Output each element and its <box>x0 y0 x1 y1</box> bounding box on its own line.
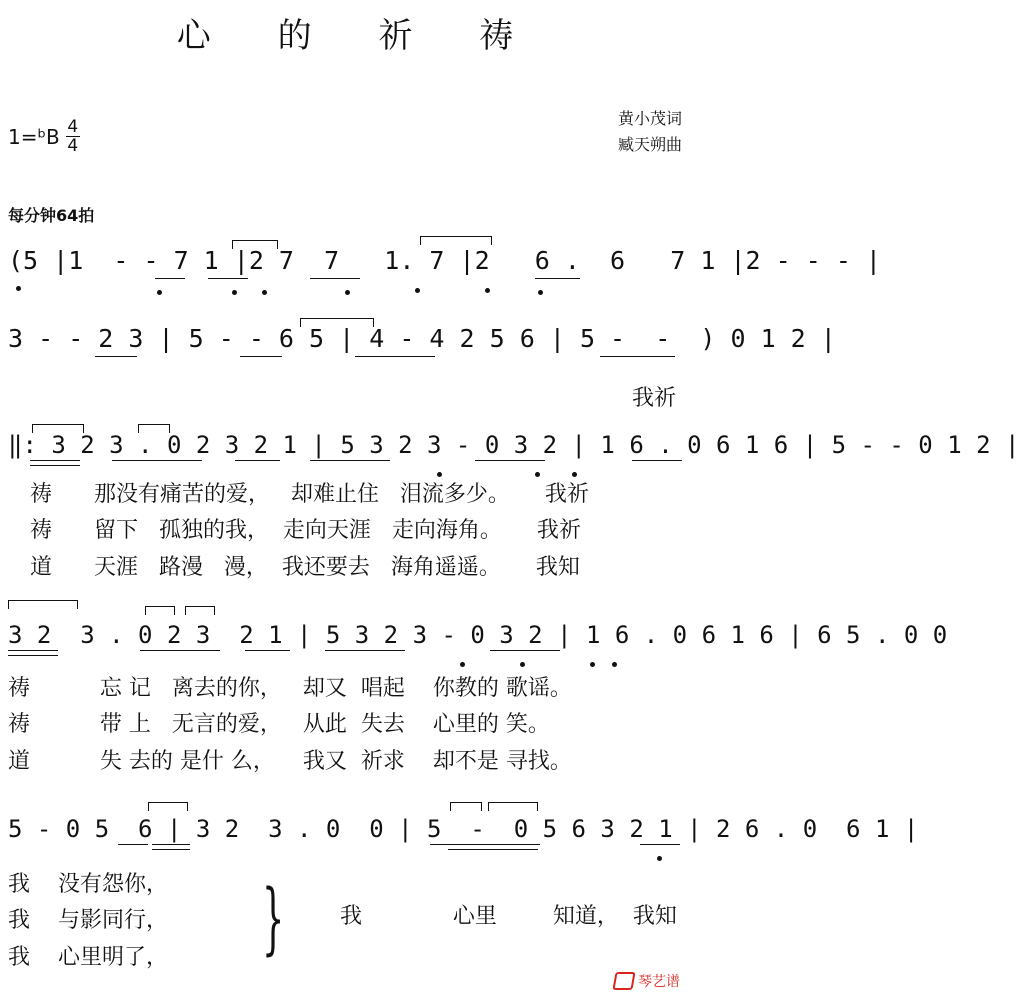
tempo-marking: 每分钟64拍 <box>8 206 95 225</box>
key-signature <box>8 118 80 155</box>
brace-mark: } <box>262 874 285 964</box>
low-octave-dot <box>16 286 21 291</box>
lyricist-credit: 黄小茂词 <box>617 109 682 128</box>
low-octave-dot <box>415 288 420 293</box>
underline-beam <box>325 650 405 651</box>
underline-beam <box>140 650 220 651</box>
underline-beam <box>535 278 580 279</box>
tie-arc <box>148 802 188 811</box>
low-octave-dot <box>520 662 525 667</box>
low-octave-dot <box>572 472 577 477</box>
staff-line-4: 3 2 3 . 0 2 3 2 1 | 5 3 2 3 - 0 3 2 | 1 6 . 0 6 1 6 | 6 5 . 0 0 <box>8 621 948 649</box>
time-signature <box>66 118 80 155</box>
underline-beam <box>8 650 58 651</box>
underline-beam <box>235 460 280 461</box>
staff-line-1: (5 |1 - - 7 1 |2 7 7 1. 7 |2 6 . 6 7 1 |2 - - - | <box>8 246 881 275</box>
lyric-verse1-line2: 祷 留下 孤独的我， 走向天涯 走向海角。 我祈 <box>30 518 581 543</box>
low-octave-dot <box>345 290 350 295</box>
low-octave-dot <box>612 662 617 667</box>
tie-arc <box>185 606 215 615</box>
low-octave-dot <box>437 472 442 477</box>
tie-arc <box>32 424 84 433</box>
tie-arc <box>488 802 538 811</box>
underline-beam <box>310 278 360 279</box>
lyric-verse3-line3: 我 心里明了， <box>8 945 168 970</box>
watermark <box>614 971 680 991</box>
underline-beam <box>355 356 435 357</box>
tie-arc <box>145 606 175 615</box>
low-octave-dot <box>232 290 237 295</box>
staff-line-2: 3 - - 2 3 | 5 - - 6 5 | 4 - 4 2 5 6 | 5 - - ) 0 1 2 | <box>8 324 836 353</box>
underline-beam <box>95 356 137 357</box>
song-title: 心 的 祈 祷 <box>176 16 542 56</box>
pickup-lyric: 我祈 <box>632 386 677 411</box>
lyric-verse2-line1: 祷 忘 记 离去的你， 却又 唱起 你教的 歌谣。 <box>8 676 572 701</box>
watermark-text: 琴艺谱 <box>638 974 680 990</box>
underline-beam <box>240 356 282 357</box>
tie-arc <box>450 802 482 811</box>
low-octave-dot <box>485 288 490 293</box>
underline-beam <box>490 650 560 651</box>
underline-beam <box>640 844 680 845</box>
underline-beam <box>152 849 190 850</box>
underline-beam <box>30 465 80 466</box>
underline-beam <box>155 278 185 279</box>
low-octave-dot <box>262 290 267 295</box>
underline-beam <box>475 460 545 461</box>
key-accidental: ᵇB <box>37 124 60 149</box>
lyric-verse1-line1: 祷 那没有痛苦的爱， 却难止住 泪流多少。 我祈 <box>30 482 589 507</box>
underline-beam <box>632 460 682 461</box>
underline-beam <box>430 844 540 845</box>
underline-beam <box>310 460 390 461</box>
underline-beam <box>112 460 202 461</box>
time-denominator: 4 <box>67 136 79 156</box>
watermark-logo-icon <box>612 972 635 990</box>
lyric-verse1-line3: 道 天涯 路漫 漫， 我还要去 海角遥遥。 我知 <box>30 555 580 580</box>
low-octave-dot <box>657 856 662 861</box>
underline-beam <box>208 278 248 279</box>
underline-beam <box>118 844 148 845</box>
underline-beam <box>245 650 290 651</box>
tie-arc <box>138 424 170 433</box>
composer-credit: 臧天朔曲 <box>617 135 682 154</box>
tie-arc <box>300 318 374 327</box>
underline-beam <box>152 844 190 845</box>
key-prefix: 1= <box>8 124 38 149</box>
underline-beam <box>448 849 538 850</box>
low-octave-dot <box>590 662 595 667</box>
low-octave-dot <box>460 662 465 667</box>
underline-beam <box>600 356 675 357</box>
lyric-verse3-line1: 我 没有怨你， <box>8 872 168 897</box>
tie-arc <box>8 600 78 609</box>
low-octave-dot <box>535 472 540 477</box>
time-numerator: 4 <box>67 117 79 137</box>
lyric-verse2-line2: 祷 带 上 无言的爱， 从此 失去 心里的 笑。 <box>8 712 550 737</box>
low-octave-dot <box>538 290 543 295</box>
staff-line-5: 5 - 0 5 6 | 3 2 3 . 0 0 | 5 - 0 5 6 3 2 1 | 2 6 . 0 6 1 | <box>8 815 919 843</box>
tie-arc <box>420 236 492 245</box>
lyric-verse3-shared: 我 心里 知道， 我知 <box>340 904 677 929</box>
low-octave-dot <box>157 290 162 295</box>
lyric-verse3-line2: 我 与影同行， <box>8 908 168 933</box>
underline-beam <box>30 460 80 461</box>
tie-arc <box>232 240 278 249</box>
underline-beam <box>8 655 58 656</box>
lyric-verse2-line3: 道 失 去的 是什 么， 我又 祈求 却不是 寻找。 <box>8 749 572 774</box>
staff-line-3: ‖: 3 2 3 . 0 2 3 2 1 | 5 3 2 3 - 0 3 2 | 1 6 . 0 6 1 6 | 5 - - 0 1 2 | <box>8 431 1019 459</box>
